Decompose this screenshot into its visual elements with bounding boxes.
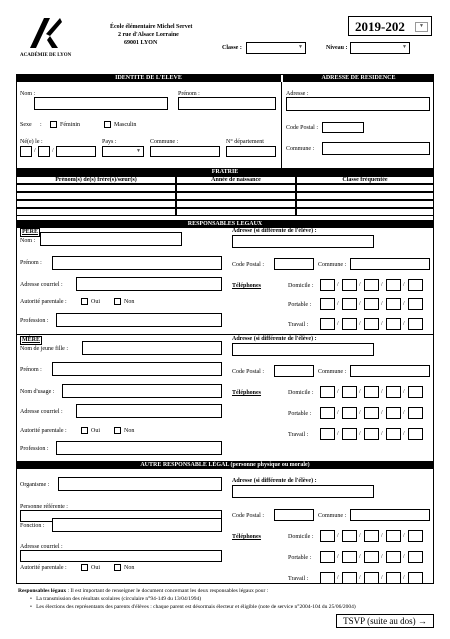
- pere-nom-input[interactable]: [40, 232, 182, 246]
- autre-commune-label: Commune :: [318, 513, 347, 519]
- pere-profession-input[interactable]: [56, 313, 222, 327]
- mere-profession-label: Profession :: [20, 446, 49, 452]
- pere-commune-label: Commune :: [318, 262, 347, 268]
- birth-month-input[interactable]: [38, 146, 50, 157]
- pere-nom-label: Nom :: [20, 238, 36, 244]
- chevron-down-icon: ▼: [298, 45, 303, 50]
- autre-commune-input[interactable]: [350, 509, 430, 521]
- phone-digit-box[interactable]: [342, 572, 357, 584]
- phone-digit-box[interactable]: [386, 530, 401, 542]
- phone-digit-box[interactable]: [364, 551, 379, 563]
- phone-digit-box[interactable]: [342, 298, 357, 310]
- fratrie-cell[interactable]: [16, 192, 176, 200]
- academy-logo: [16, 16, 76, 62]
- phone-separator: /: [381, 533, 383, 539]
- autre-autorite-non-checkbox[interactable]: [114, 564, 121, 571]
- mere-adresse-input[interactable]: [232, 343, 374, 356]
- fratrie-cell[interactable]: [296, 200, 434, 208]
- identite-header: IDENTITE DE L'ELEVE: [16, 74, 281, 82]
- fratrie-cell[interactable]: [176, 208, 296, 216]
- phone-digit-box[interactable]: [364, 572, 379, 584]
- phone-digit-box[interactable]: [408, 298, 423, 310]
- mere-nom-jf-label: Nom de jeune fille :: [20, 346, 68, 352]
- tsvp-text: TSVP (suite au dos) →: [343, 616, 427, 626]
- autre-courriel-label: Adresse courriel :: [20, 544, 63, 550]
- pere-autorite-oui-checkbox[interactable]: [81, 298, 88, 305]
- phone-digit-box[interactable]: [408, 428, 423, 440]
- pere-adresse-input[interactable]: [232, 235, 374, 248]
- school-year: 2019-202: [355, 19, 405, 34]
- pere-adresse-label: Adresse (si différente de l'élève) :: [232, 228, 317, 234]
- notes-item-2: [30, 604, 356, 611]
- phone-separator: /: [359, 301, 361, 307]
- phone-digit-box[interactable]: [364, 298, 379, 310]
- phone-separator: /: [359, 554, 361, 560]
- phone-digit-box[interactable]: [408, 530, 423, 542]
- autre-cp-label: Code Postal :: [232, 513, 265, 519]
- tsvp-box: [336, 614, 434, 628]
- phone-digit-box[interactable]: [342, 279, 357, 291]
- autre-portable-label: Portable :: [288, 555, 312, 561]
- phone-separator: /: [381, 282, 383, 288]
- phone-digit-box[interactable]: [386, 407, 401, 419]
- autre-domicile-label: Domicile :: [288, 534, 314, 540]
- school-year-box[interactable]: [348, 16, 432, 36]
- pere-autorite-non-checkbox[interactable]: [114, 298, 121, 305]
- pere-commune-input[interactable]: [350, 258, 430, 270]
- pere-oui-label: Oui: [91, 299, 100, 305]
- classe-select[interactable]: [246, 42, 306, 54]
- phone-digit-box[interactable]: [408, 279, 423, 291]
- autre-oui-label: Oui: [91, 565, 100, 571]
- bullet-icon: •: [30, 596, 32, 602]
- pere-telephones-label: Téléphones: [232, 283, 262, 289]
- autre-header: AUTRE RESPONSABLE LÉGAL (personne physique ou morale): [16, 461, 434, 469]
- phone-separator: /: [359, 410, 361, 416]
- phone-separator: /: [337, 389, 339, 395]
- school-line-3: 69001 LYON: [124, 40, 158, 46]
- phone-separator: /: [403, 321, 405, 327]
- pere-prenom-input[interactable]: [52, 256, 222, 270]
- pere-portable-label: Portable :: [288, 302, 312, 308]
- phone-digit-box[interactable]: [364, 530, 379, 542]
- fratrie-cell[interactable]: [16, 184, 176, 192]
- residence-cp-label: Code Postal :: [286, 125, 319, 131]
- phone-separator: /: [381, 389, 383, 395]
- school-line-2: 2 rue d'Alsace Lorraine: [118, 32, 179, 38]
- phone-separator: /: [403, 410, 405, 416]
- fonction-label: Fonction :: [20, 523, 45, 529]
- fonction-input[interactable]: [52, 518, 222, 532]
- phone-separator: /: [337, 301, 339, 307]
- fratrie-cell[interactable]: [16, 200, 176, 208]
- autre-non-label: Non: [124, 565, 135, 571]
- date-separator: /: [34, 148, 36, 154]
- sexe-label: Sexe: [20, 122, 32, 128]
- notes-item-1-text: La transmission des résultats scolaires (circulaire n°94-149 du 13/04/1994): [36, 596, 202, 602]
- responsables-header: RESPONSABLES LEGAUX: [16, 220, 434, 228]
- mere-prenom-label: Prénom :: [20, 367, 42, 373]
- notes-heading: Responsables légaux: [18, 588, 67, 594]
- mere-autorite-label: Autorité parentale :: [20, 428, 67, 434]
- phone-digit-box[interactable]: [386, 298, 401, 310]
- phone-separator: /: [337, 575, 339, 581]
- autre-travail-label: Travail :: [288, 576, 309, 582]
- bullet-icon: •: [30, 604, 32, 610]
- autre-autorite-oui-checkbox[interactable]: [81, 564, 88, 571]
- niveau-label: Niveau :: [326, 45, 348, 51]
- mere-commune-label: Commune :: [318, 369, 347, 375]
- mere-cp-input[interactable]: [274, 365, 314, 377]
- phone-separator: /: [403, 554, 405, 560]
- pere-courriel-input[interactable]: [76, 277, 222, 291]
- pere-courriel-label: Adresse courriel :: [20, 282, 63, 288]
- phone-digit-box[interactable]: [342, 407, 357, 419]
- phone-digit-box[interactable]: [408, 386, 423, 398]
- section-divider: [16, 334, 434, 335]
- phone-digit-box[interactable]: [342, 318, 357, 330]
- phone-digit-box[interactable]: [320, 318, 335, 330]
- phone-digit-box[interactable]: [320, 551, 335, 563]
- mere-portable-label: Portable :: [288, 411, 312, 417]
- pere-prenom-label: Prénom :: [20, 260, 42, 266]
- masculin-label: Masculin: [114, 122, 137, 128]
- pere-title: PÈRE: [22, 229, 39, 235]
- notes-intro-text: : Il est important de renseigner le document concernant les deux responsables légaux pour :: [66, 588, 269, 594]
- nee-le-label: Né(e) le :: [20, 139, 43, 145]
- fratrie-cell[interactable]: [16, 208, 176, 216]
- fratrie-col-classe: Classe fréquentée: [296, 176, 434, 184]
- organisme-label: Organisme :: [20, 482, 50, 488]
- phone-digit-box[interactable]: [364, 407, 379, 419]
- phone-separator: /: [359, 533, 361, 539]
- pere-autorite-label: Autorité parentale :: [20, 299, 67, 305]
- phone-digit-box[interactable]: [320, 530, 335, 542]
- pere-profession-label: Profession :: [20, 318, 49, 324]
- organisme-input[interactable]: [58, 477, 222, 491]
- eleve-nom-input[interactable]: [34, 97, 168, 110]
- autre-courriel-input[interactable]: [20, 550, 222, 562]
- year-dropdown-icon[interactable]: ▼: [415, 22, 428, 32]
- notes-item-2-text: Les élections des représentants des parents d'élèves : chaque parent est désormais électeur et éligible (note de service n°2004-104 du 25/06/2004): [36, 604, 356, 610]
- mere-nom-jf-input[interactable]: [82, 341, 222, 355]
- mere-commune-input[interactable]: [350, 365, 430, 377]
- departement-label: N° département: [226, 139, 264, 145]
- niveau-select[interactable]: [350, 42, 410, 54]
- mere-prenom-input[interactable]: [52, 362, 222, 376]
- personne-ref-label: Personne référente :: [20, 504, 68, 510]
- phone-separator: /: [381, 575, 383, 581]
- logo-text: ACADÉMIE DE LYON: [20, 53, 72, 58]
- phone-digit-box[interactable]: [364, 318, 379, 330]
- fratrie-cell[interactable]: [176, 192, 296, 200]
- pere-travail-label: Travail :: [288, 322, 309, 328]
- phone-separator: /: [359, 389, 361, 395]
- phone-separator: /: [403, 282, 405, 288]
- fratrie-cell[interactable]: [296, 208, 434, 216]
- fratrie-cell[interactable]: [296, 192, 434, 200]
- phone-separator: /: [381, 321, 383, 327]
- phone-separator: /: [403, 301, 405, 307]
- phone-digit-box[interactable]: [364, 279, 379, 291]
- fratrie-cell[interactable]: [176, 184, 296, 192]
- phone-digit-box[interactable]: [408, 407, 423, 419]
- residence-commune-label: Commune :: [286, 146, 315, 152]
- mere-non-label: Non: [124, 428, 135, 434]
- feminin-checkbox[interactable]: [50, 121, 57, 128]
- residence-cp-input[interactable]: [322, 122, 364, 133]
- phone-digit-box[interactable]: [342, 428, 357, 440]
- fratrie-col-prenom: Prénom(s) de(s) frère(s)/sœur(s): [16, 176, 176, 184]
- mere-adresse-label: Adresse (si différente de l'élève) :: [232, 336, 317, 342]
- pere-cp-label: Code Postal :: [232, 262, 265, 268]
- phone-digit-box[interactable]: [386, 572, 401, 584]
- phone-digit-box[interactable]: [408, 572, 423, 584]
- phone-digit-box[interactable]: [386, 551, 401, 563]
- mere-courriel-label: Adresse courriel :: [20, 409, 63, 415]
- residence-adresse-input[interactable]: [286, 97, 430, 111]
- phone-separator: /: [337, 554, 339, 560]
- chevron-down-icon: ▼: [136, 149, 141, 154]
- phone-digit-box[interactable]: [342, 551, 357, 563]
- pays-label: Pays :: [102, 139, 117, 145]
- pere-non-label: Non: [124, 299, 135, 305]
- feminin-label: Féminin: [60, 122, 81, 128]
- autre-autorite-label: Autorité parentale :: [20, 565, 67, 571]
- phone-digit-box[interactable]: [386, 279, 401, 291]
- pere-cp-input[interactable]: [274, 258, 314, 270]
- fratrie-col-annee: Année de naissance: [176, 176, 296, 184]
- phone-digit-box[interactable]: [364, 386, 379, 398]
- mere-nom-usage-input[interactable]: [62, 384, 222, 398]
- pays-select[interactable]: [102, 146, 144, 157]
- school-line-1: École élémentaire Michel Servet: [110, 24, 193, 30]
- mere-profession-input[interactable]: [56, 441, 222, 455]
- mere-nom-usage-label: Nom d'usage :: [20, 389, 55, 395]
- birth-year-input[interactable]: [56, 146, 96, 157]
- nom-label: Nom :: [20, 91, 36, 97]
- phone-digit-box[interactable]: [386, 386, 401, 398]
- residence-adresse-label: Adresse :: [286, 91, 309, 97]
- mere-cp-label: Code Postal :: [232, 369, 265, 375]
- birth-commune-input[interactable]: [150, 146, 220, 157]
- pere-domicile-label: Domicile :: [288, 283, 314, 289]
- notes-intro: [18, 588, 268, 595]
- phone-digit-box[interactable]: [320, 386, 335, 398]
- date-separator: /: [52, 148, 54, 154]
- phone-digit-box[interactable]: [408, 551, 423, 563]
- phone-separator: /: [381, 301, 383, 307]
- fratrie-header: FRATRIE: [16, 168, 434, 176]
- phone-digit-box[interactable]: [386, 428, 401, 440]
- classe-label: Classe :: [222, 45, 242, 51]
- column-divider: [281, 82, 282, 168]
- phone-digit-box[interactable]: [320, 298, 335, 310]
- phone-separator: /: [359, 575, 361, 581]
- phone-separator: /: [337, 282, 339, 288]
- phone-digit-box[interactable]: [364, 428, 379, 440]
- phone-separator: /: [359, 321, 361, 327]
- mere-courriel-input[interactable]: [76, 404, 222, 418]
- phone-separator: /: [337, 533, 339, 539]
- autre-cp-input[interactable]: [274, 509, 314, 521]
- notes-item-1: [30, 596, 201, 603]
- autre-adresse-input[interactable]: [232, 485, 374, 498]
- phone-digit-box[interactable]: [320, 428, 335, 440]
- phone-digit-box[interactable]: [342, 386, 357, 398]
- phone-separator: /: [337, 410, 339, 416]
- prenom-label: Prénom :: [178, 91, 200, 97]
- commune-label: Commune :: [150, 139, 179, 145]
- mere-oui-label: Oui: [91, 428, 100, 434]
- phone-separator: /: [403, 575, 405, 581]
- mere-domicile-label: Domicile :: [288, 390, 314, 396]
- mere-telephones-label: Téléphones: [232, 390, 262, 396]
- fratrie-cell[interactable]: [296, 184, 434, 192]
- residence-header: ADRESSE DE RESIDENCE: [283, 74, 434, 82]
- autre-adresse-label: Adresse (si différente de l'élève) :: [232, 478, 317, 484]
- phone-digit-box[interactable]: [320, 407, 335, 419]
- mere-title: MÈRE: [22, 337, 40, 343]
- phone-separator: /: [381, 554, 383, 560]
- sexe-colon: :: [40, 122, 42, 128]
- phone-separator: /: [337, 431, 339, 437]
- phone-separator: /: [381, 410, 383, 416]
- birth-day-input[interactable]: [20, 146, 32, 157]
- residence-commune-input[interactable]: [322, 142, 430, 155]
- fratrie-cell[interactable]: [176, 200, 296, 208]
- phone-separator: /: [337, 321, 339, 327]
- mere-autorite-oui-checkbox[interactable]: [81, 427, 88, 434]
- eleve-prenom-input[interactable]: [178, 97, 276, 110]
- chevron-down-icon: ▼: [402, 45, 407, 50]
- departement-input[interactable]: [226, 146, 276, 157]
- phone-separator: /: [359, 282, 361, 288]
- phone-digit-box[interactable]: [408, 318, 423, 330]
- mere-travail-label: Travail :: [288, 432, 309, 438]
- masculin-checkbox[interactable]: [104, 121, 111, 128]
- phone-separator: /: [403, 389, 405, 395]
- phone-digit-box[interactable]: [320, 572, 335, 584]
- phone-digit-box[interactable]: [342, 530, 357, 542]
- mere-autorite-non-checkbox[interactable]: [114, 427, 121, 434]
- phone-separator: /: [359, 431, 361, 437]
- phone-digit-box[interactable]: [386, 318, 401, 330]
- autre-telephones-label: Téléphones: [232, 534, 262, 540]
- phone-separator: /: [403, 533, 405, 539]
- logo-mark-icon: [16, 16, 76, 50]
- phone-separator: /: [403, 431, 405, 437]
- phone-digit-box[interactable]: [320, 279, 335, 291]
- phone-separator: /: [381, 431, 383, 437]
